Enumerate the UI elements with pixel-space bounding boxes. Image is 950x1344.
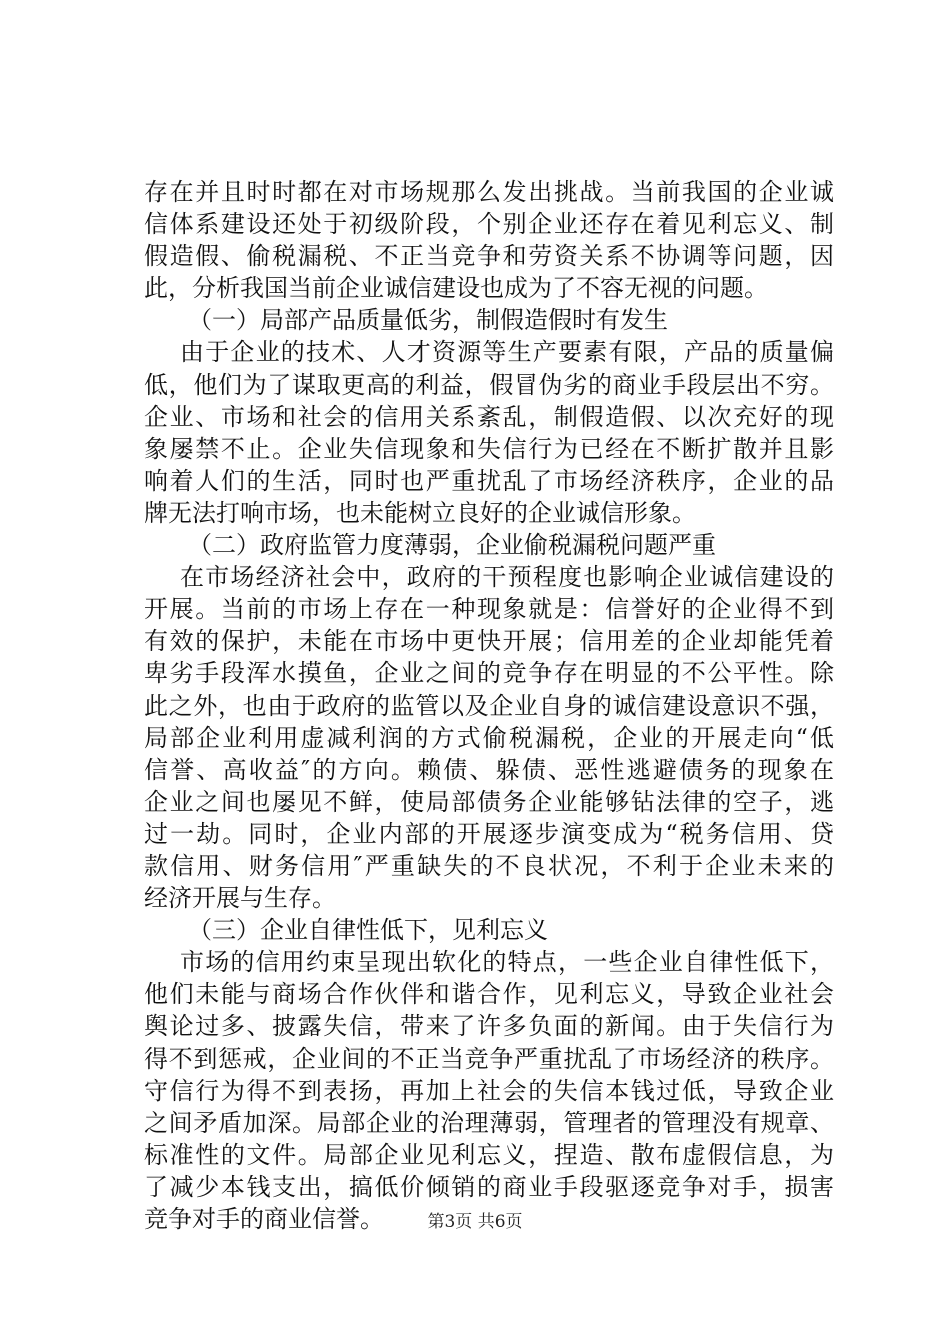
page-number-footer: 第3页 共6页 [427,1212,523,1232]
text-line: 由于企业的技术、人才资源等生产要素有限，产品的质量偏 [180,338,834,367]
text-line: 企业之间也屡见不鲜，使局部债务企业能够钻法律的空子，逃 [144,787,834,816]
text-line: 卑劣手段浑水摸鱼，企业之间的竞争存在明显的不公平性。除 [144,659,834,688]
text-line: 之间矛盾加深。局部企业的治理薄弱，管理者的管理没有规章、 [144,1108,834,1137]
text-line: 企业、市场和社会的信用关系紊乱，制假造假、以次充好的现 [144,402,834,431]
section-heading-2: （二）政府监管力度薄弱，企业偷税漏税问题严重 [188,531,716,560]
text-line: 款信用、财务信用″严重缺失的不良状况，不利于企业未来的 [144,851,834,880]
text-line: 象屡禁不止。企业失信现象和失信行为已经在不断扩散并且影 [144,434,834,463]
text-line: 此，分析我国当前企业诚信建设也成为了不容无视的问题。 [144,274,768,303]
text-line: 竞争对手的商业信誉。 [144,1205,384,1233]
text-line: 低，他们为了谋取更高的利益，假冒伪劣的商业手段层出不穷。 [144,370,834,399]
text-line: 此之外，也由于政府的监管以及企业自身的诚信建设意识不强， [144,691,834,720]
text-line: 经济开展与生存。 [144,884,336,913]
text-line: 标准性的文件。局部企业见利忘义，捏造、散布虚假信息，为 [144,1140,834,1169]
text-line: 他们未能与商场合作伙伴和谐合作，见利忘义，导致企业社会 [144,980,834,1009]
text-line: 局部企业利用虚减利润的方式偷税漏税，企业的开展走向“低 [144,723,834,752]
text-line: 信誉、高收益″的方向。赖债、躲债、恶性逃避债务的现象在 [144,755,834,784]
text-line: 响着人们的生活，同时也严重扰乱了市场经济秩序，企业的品 [144,466,834,495]
text-line: 假造假、偷税漏税、不正当竞争和劳资关系不协调等问题，因 [144,242,834,271]
text-line: 开展。当前的市场上存在一种现象就是：信誉好的企业得不到 [144,595,834,624]
text-line: 在市场经济社会中，政府的干预程度也影响企业诚信建设的 [180,563,834,592]
section-heading-1: （一）局部产品质量低劣，制假造假时有发生 [188,306,668,335]
text-line: 有效的保护，未能在市场中更快开展；信用差的企业却能凭着 [144,627,834,656]
text-line: 过一劫。同时，企业内部的开展逐步演变成为“税务信用、贷 [144,819,834,848]
text-line: 信体系建设还处于初级阶段，个别企业还存在着见利忘义、制 [144,210,834,239]
text-line: 存在并且时时都在对市场规那么发出挑战。当前我国的企业诚 [144,178,834,206]
text-line: 了减少本钱支出，搞低价倾销的商业手段驱逐竞争对手，损害 [144,1172,834,1201]
text-line: 守信行为得不到表扬，再加上社会的失信本钱过低，导致企业 [144,1076,834,1105]
section-heading-3: （三）企业自律性低下，见利忘义 [188,916,548,945]
text-line: 舆论过多、披露失信，带来了许多负面的新闻。由于失信行为 [144,1012,834,1041]
document-body [144,176,834,1235]
text-line: 市场的信用约束呈现出软化的特点，一些企业自律性低下， [180,948,834,977]
text-line: 牌无法打响市场，也未能树立良好的企业诚信形象。 [144,498,696,527]
text-line: 得不到惩戒，企业间的不正当竞争严重扰乱了市场经济的秩序。 [144,1044,834,1073]
